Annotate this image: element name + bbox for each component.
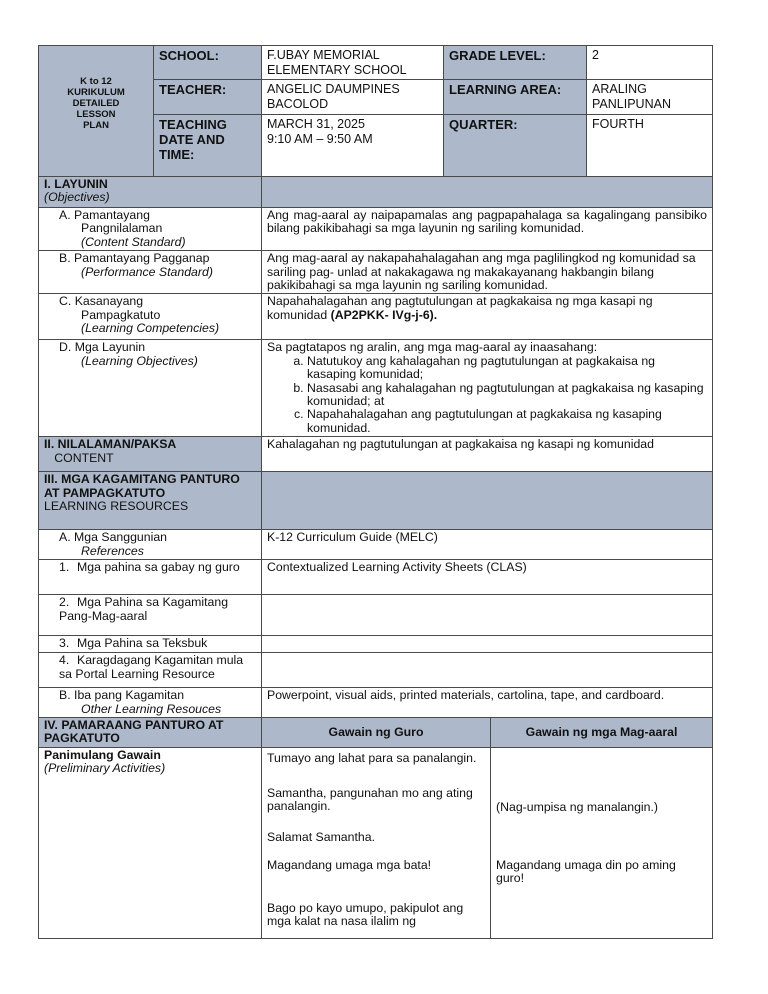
guro-line: Bago po kayo umupo, pakipulot ang mga kalat na nasa ilalim ng: [267, 900, 464, 929]
performance-standard-label: [39, 251, 262, 294]
label: Pampagkatuto: [81, 307, 161, 322]
other-resources-label: [39, 688, 262, 718]
magaaral-line: Magandang umaga din po aming guro!: [496, 857, 676, 886]
label: A. Mga Sanggunian: [59, 530, 168, 545]
quarter-value: FOURTH: [587, 115, 713, 177]
text: Napahahalagahan ang pagtutulungan at pagkakaisa ng mga kasapi ng komunidad: [267, 294, 653, 322]
label-en: (Learning Competencies): [81, 321, 220, 336]
label-en: (Preliminary Activities): [44, 761, 166, 776]
title-line: KURIKULUM: [67, 87, 125, 98]
objective-item: a. Natutukoy ang kahalagahan ng pagtutulungan at pagkakaisa ng kasaping komunidad;: [307, 355, 707, 382]
layunin-header: [39, 177, 262, 208]
objectives-label: [39, 340, 262, 437]
guro-line: Samantha, pangunahan mo ang ating panalangin.: [267, 785, 473, 814]
plan-title: [39, 46, 154, 177]
objective-item: c. Napahahalagahan ang pagtutulungan at pagkakaisa ng kasaping komunidad.: [307, 408, 707, 435]
label-en: (Learning Objectives): [81, 353, 198, 368]
section-title: I. LAYUNIN: [44, 177, 108, 191]
label: C. Kasanayang: [59, 294, 144, 309]
guro-line: Salamat Samantha.: [267, 829, 376, 844]
item-number: 2.: [59, 595, 70, 610]
resource-item-label: [39, 560, 262, 595]
label: D. Mga Layunin: [59, 340, 146, 355]
panimula-label: [39, 747, 262, 938]
content-standard-label: [39, 208, 262, 251]
school-label: SCHOOL:: [154, 46, 262, 80]
lesson-plan-table: [38, 45, 713, 939]
title-line: K to 12: [80, 76, 112, 87]
label: Pangnilalaman: [81, 221, 163, 236]
content-standard-text: Ang mag-aaral ay naipapamalas ang pagpapahalaga sa kagalingang pansibiko bilang pakikibahagi sa mga layunin ng sariling komunidad.: [262, 208, 713, 251]
pamaraan-header: IV. PAMARAANG PANTURO AT PAGKATUTO: [39, 717, 262, 747]
label: B. Iba pang Kagamitan: [59, 688, 185, 703]
teacher-value: ANGELIC DAUMPINES BACOLOD: [262, 80, 444, 115]
teacher-label: TEACHER:: [154, 80, 262, 115]
guro-activities: [262, 747, 491, 938]
resource-item-label: [39, 595, 262, 636]
competencies-label: [39, 294, 262, 340]
date-value: [262, 115, 444, 177]
date: MARCH 31, 2025: [267, 117, 365, 131]
title-line: LESSON: [76, 109, 116, 120]
resource-item-text: Contextualized Learning Activity Sheets (CLAS): [262, 560, 713, 595]
objectives-text: [262, 340, 713, 437]
item-number: 1.: [59, 560, 70, 575]
references-label: [39, 530, 262, 560]
label-en: (Content Standard): [81, 234, 186, 249]
resource-item-text: [262, 653, 713, 688]
label: Mga pahina sa gabay ng guro: [77, 560, 240, 575]
competencies-text: [262, 294, 713, 340]
label: Mga Pahina sa Kagamitang Pang-Mag-aaral: [59, 595, 229, 623]
guro-line: Tumayo ang lahat para sa panalangin.: [267, 750, 477, 765]
resource-item-text: [262, 595, 713, 636]
area-label: LEARNING AREA:: [444, 80, 587, 115]
date-label: TEACHING DATE AND TIME:: [154, 115, 262, 177]
col-magaaral-header: Gawain ng mga Mag-aaral: [491, 717, 713, 747]
time: 9:10 AM – 9:50 AM: [267, 132, 373, 146]
kagamitan-header-blank: [262, 472, 713, 530]
nilalaman-header: [39, 437, 262, 472]
quarter-label: QUARTER:: [444, 115, 587, 177]
label: Karagdagang Kagamitan mula sa Portal Learning Resource: [59, 653, 244, 681]
performance-standard-text: Ang mag-aaral ay nakapahahalagahan ang mga paglilingkod ng komunidad sa sariling pag- unlad at nakakagawa ng makakayanang hakbangin bilang pakikibahagi sa mga layunin ng sariling komunidad.: [262, 251, 713, 294]
resource-item-label: [39, 636, 262, 653]
section-title: II. NILALAMAN/PAKSA: [44, 437, 177, 452]
label: B. Pamantayang Pagganap: [59, 251, 210, 266]
item-number: 4.: [59, 653, 70, 668]
col-guro-header: Gawain ng Guro: [262, 717, 491, 747]
objectives-list: [267, 355, 707, 435]
magaaral-line: (Nag-umpisa ng manalangin.): [496, 799, 658, 814]
label: Mga Pahina sa Teksbuk: [77, 636, 208, 651]
title-line: PLAN: [83, 120, 109, 131]
label-en: References: [81, 543, 144, 558]
label-en: (Performance Standard): [81, 264, 213, 279]
references-text: K-12 Curriculum Guide (MELC): [262, 530, 713, 560]
section-title: III. MGA KAGAMITANG PANTURO AT PAMPAGKATUTO: [44, 472, 240, 500]
magaaral-activities: [491, 747, 713, 938]
section-subtitle: (Objectives): [44, 190, 110, 205]
label: Panimulang Gawain: [44, 747, 161, 762]
competency-code: (AP2PKK- IVg-j-6).: [330, 307, 438, 322]
school-value: F.UBAY MEMORIAL ELEMENTARY SCHOOL: [262, 46, 444, 80]
grade-label: GRADE LEVEL:: [444, 46, 587, 80]
grade-value: 2: [587, 46, 713, 80]
label-en: Other Learning Resouces: [81, 701, 222, 716]
kagamitan-header: [39, 472, 262, 530]
objective-item: b. Nasasabi ang kahalagahan ng pagtutulungan at pagkakaisa ng kasaping komunidad; at: [307, 382, 707, 409]
title-line: DETAILED: [72, 98, 120, 109]
item-number: 3.: [59, 636, 70, 651]
label: A. Pamantayang: [59, 208, 150, 222]
resource-item-label: [39, 653, 262, 688]
nilalaman-text: Kahalagahan ng pagtutulungan at pagkakaisa ng kasapi ng komunidad: [262, 437, 713, 472]
section-subtitle: CONTENT: [54, 450, 114, 465]
area-value: ARALING PANLIPUNAN: [587, 80, 713, 115]
other-resources-text: Powerpoint, visual aids, printed materials, cartolina, tape, and cardboard.: [262, 688, 713, 718]
resource-item-text: [262, 636, 713, 653]
layunin-header-blank: [262, 177, 713, 208]
guro-line: Magandang umaga mga bata!: [267, 857, 432, 872]
section-subtitle: LEARNING RESOURCES: [44, 499, 189, 514]
intro: Sa pagtatapos ng aralin, ang mga mag-aaral ay inaasahang:: [267, 340, 598, 355]
